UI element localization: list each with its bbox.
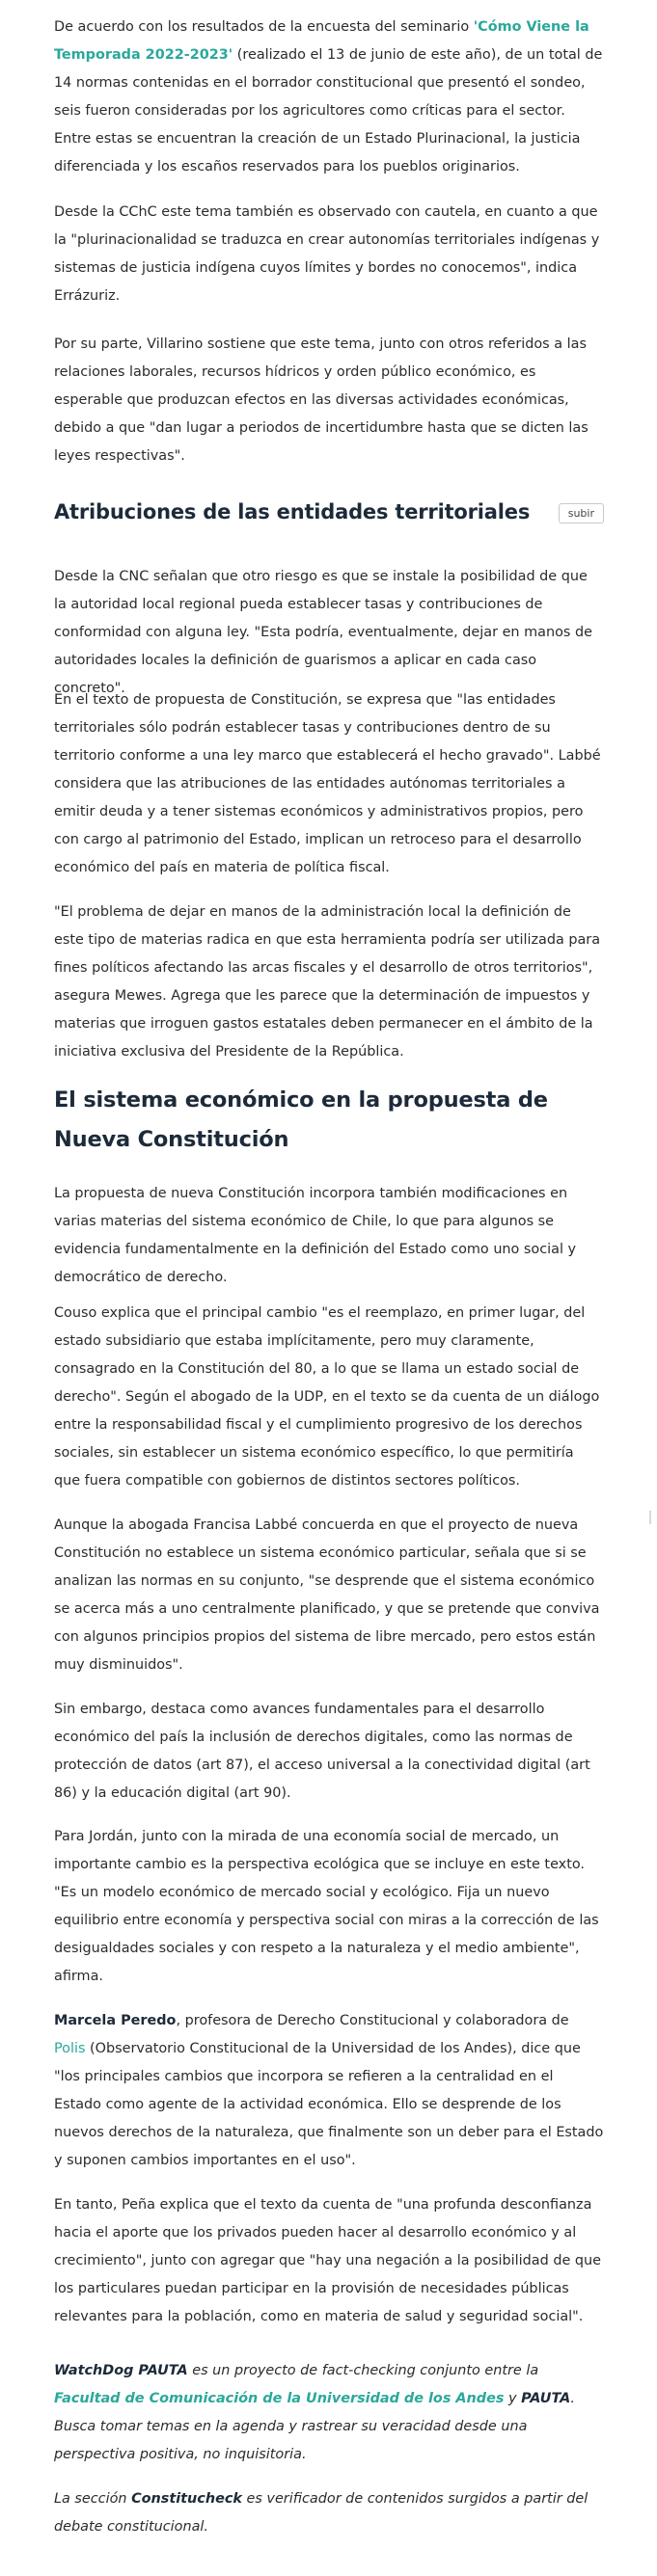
paragraph-mewes: "El problema de dejar en manos de la administración local la definición de este tipo de materias radica en que esta herramienta podría ser utilizada para fines políticos afectando las arcas fiscales y el desarrollo de otros territorios", asegura Mewes. Agrega que les parece que la determinación de impuestos y materias que irroguen gastos estatales deben permanecer en el ámbito de la iniciativa exclusiva del Presidente de la República. bbox=[54, 904, 601, 1060]
paragraph-villarino: Por su parte, Villarino sostiene que este tema, junto con otros referidos a las relaciones laborales, recursos hídricos y orden público económico, es esperable que produzcan efectos en las diversas actividades económicas, debido a que "dan lugar a periodos de incertidumbre hasta que se dicten las leyes respectivas". bbox=[54, 336, 589, 464]
constitucheck-note bbox=[54, 2491, 588, 2535]
facultad-link[interactable]: Facultad de Comunicación de la Universidad de los Andes bbox=[54, 2391, 505, 2406]
paragraph-couso: Couso explica que el principal cambio "es el reemplazo, en primer lugar, del estado subsidiario que estaba implícitamente, pero muy claramente, consagrado en la Constitución del 80, a lo que se llama un estado social de derecho". Según el abogado de la UDP, en el texto se da cuenta de un diálogo entre la responsabilidad fiscal y el cumplimiento progresivo de los derechos sociales, sin establecer un sistema económico específico, lo que permitiría que fuera compatible con gobiernos de distintos sectores políticos. bbox=[54, 1305, 600, 1489]
paragraph-propuesta-nueva: La propuesta de nueva Constitución incorpora también modificaciones en varias materias del sistema económico de Chile, lo que para algunos se evidencia fundamentalmente en la definición del Estado como uno social y democrático de derecho. bbox=[54, 1186, 577, 1285]
paragraph-derechos-digitales: Sin embargo, destaca como avances fundamentales para el desarrollo económico del país la inclusión de derechos digitales, como las normas de protección de datos (art 87), el acceso universal a la conectividad digital (art 86) y la educación digital (art 90). bbox=[54, 1702, 590, 1801]
paragraph-peredo bbox=[54, 2007, 604, 2175]
paragraph-jordan: Para Jordán, junto con la mirada de una economía social de mercado, un importante cambio es la perspectiva ecológica que se incluye en este texto. "Es un modelo económico de mercado social y ecológico. Fija un nuevo equilibrio entre economía y perspectiva social con miras a la corrección de las desigualdades sociales y con respeto a la naturaleza y el medio ambiente", afirma. bbox=[54, 1829, 599, 1984]
paragraph-survey-results bbox=[54, 13, 604, 181]
paragraph-propuesta-texto: En el texto de propuesta de Constitución, se expresa que "las entidades territoriales sólo podrán establecer tasas y contribuciones dentro de su territorio conforme a una ley marco que establecerá el hecho gravado". Labbé considera que las atribuciones de las entidades autónomas territoriales a emitir deuda y a tener sistemas económicos y administrativos propios, pero con cargo al patrimonio del Estado, implican un retroceso para el desarrollo económico del país en materia de política fiscal. bbox=[54, 692, 601, 875]
section-heading-sistema-economico: El sistema económico en la propuesta de Nueva Constitución bbox=[54, 1087, 548, 1152]
text-span: , profesora de Derecho Constitucional y colaboradora de bbox=[176, 2013, 569, 2028]
watchdog-note bbox=[54, 2363, 575, 2462]
brand-watchdog: WatchDog PAUTA bbox=[54, 2363, 188, 2378]
text-span: es verificador de contenidos surgidos a partir del debate constitucional. bbox=[54, 2491, 589, 2535]
paragraph-cnc: Desde la CNC señalan que otro riesgo es que se instale la posibilidad de que la autoridad local regional pueda establecer tasas y contribuciones de conformidad con alguna ley. "Esta podría, eventualmente, dejar en manos de autoridades locales la definición de guarismos a aplicar en cada caso concreto". bbox=[54, 569, 592, 696]
scroll-edge-marker bbox=[649, 1511, 651, 1524]
text-span: es un proyecto de fact-checking conjunto entre la bbox=[187, 2363, 539, 2378]
name-peredo: Marcela Peredo bbox=[54, 2013, 177, 2028]
paragraph-pena: En tanto, Peña explica que el texto da cuenta de "una profunda desconfianza hacia el aporte que los privados pueden hacer al desarrollo económico y al crecimiento", junto con agregar que "hay una negación a la posibilidad de que los particulares puedan participar en la provisión de necesidades públicas relevantes para la población, como en materia de salud y seguridad social". bbox=[54, 2197, 601, 2324]
paragraph-constitucheck bbox=[54, 2485, 604, 2541]
scroll-top-button[interactable]: subir bbox=[559, 503, 604, 523]
text-span: . Busca tomar temas en la agenda y rastrear su veracidad desde una perspectiva positiva, no inquisitoria. bbox=[54, 2391, 575, 2462]
text-span: (realizado el 13 de junio de este año), de un total de 14 normas contenidas en el borrador constitucional que presentó el sondeo, seis fueron consideradas por los agricultores como críticas para el sector. Entre estas se encuentran la creación de un Estado Plurinacional, la justicia diferenciada y los escaños reservados para los pueblos originarios. bbox=[54, 47, 603, 174]
text-span: (Observatorio Constitucional de la Universidad de los Andes), dice que "los principales cambios que incorpora se refieren a la centralidad en el Estado como agente de la actividad económica. Ello se desprende de los nuevos derechos de la naturaleza, que finalmente son un deber para el Estado y suponen cambios importantes en el uso". bbox=[54, 2041, 604, 2168]
section-heading-atribuciones: Atribuciones de las entidades territoriales bbox=[54, 500, 531, 523]
seminar-link[interactable]: 'Cómo Viene la Temporada 2022-2023' bbox=[54, 19, 589, 63]
text-span: La sección bbox=[54, 2491, 132, 2507]
brand-pauta: PAUTA bbox=[521, 2391, 571, 2406]
text-span: De acuerdo con los resultados de la encuesta del seminario bbox=[54, 19, 474, 35]
brand-constitucheck: Constitucheck bbox=[131, 2491, 242, 2507]
paragraph-watchdog bbox=[54, 2357, 604, 2469]
polis-link[interactable]: Polis bbox=[54, 2041, 86, 2056]
paragraph-labbe: Aunque la abogada Francisa Labbé concuerda en que el proyecto de nueva Constitución no establece un sistema económico particular, señala que si se analizan las normas en su conjunto, "se desprende que el sistema económico se acerca más a uno centralmente planificado, y que se pretende que conviva con algunos principios propios del sistema de libre mercado, pero estos están muy disminuidos". bbox=[54, 1517, 600, 1673]
text-span: y bbox=[504, 2391, 522, 2406]
paragraph-cchc: Desde la CChC este tema también es observado con cautela, en cuanto a que la "plurinacionalidad se traduzca en crear autonomías territoriales indígenas y sistemas de justicia indígena cuyos límites y bordes no conocemos", indica Errázuriz. bbox=[54, 204, 600, 304]
